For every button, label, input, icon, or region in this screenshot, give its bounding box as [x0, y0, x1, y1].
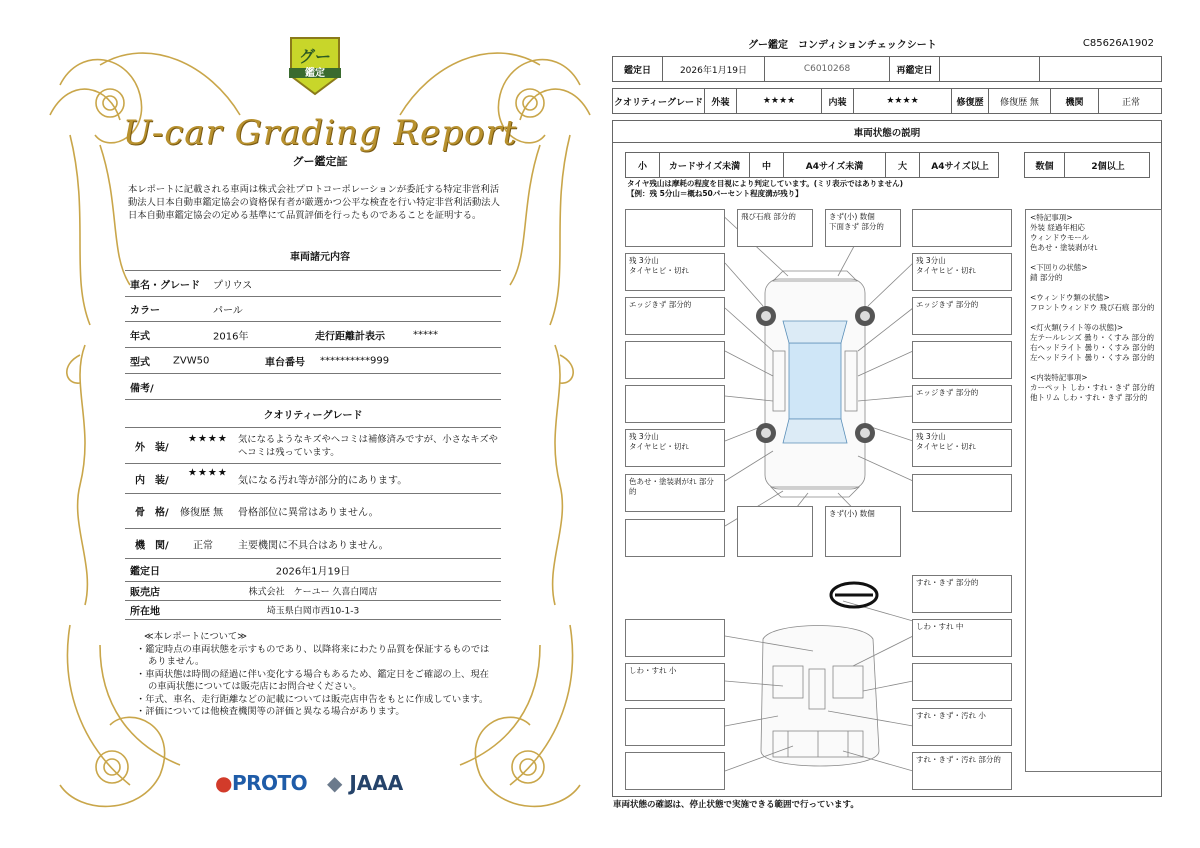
condition-box [625, 385, 725, 423]
special-notes-panel [1025, 209, 1162, 772]
notes-line: 色あせ・塗装剥がれ [1030, 243, 1098, 252]
dealer-value: 株式会社 ケーユー 久喜白岡店 [248, 587, 378, 598]
legend-medium: 中 [750, 153, 784, 177]
condition-box [625, 519, 725, 557]
int-stars: ★★★★ [854, 89, 952, 113]
legend-small: 小 [626, 153, 660, 177]
sheet-title: グー鑑定 コンディションチェックシート [748, 40, 937, 51]
blank-cell [1040, 57, 1163, 81]
quality-heading: クオリティーグレード [263, 410, 363, 421]
name-value: プリウス [213, 280, 253, 291]
tire-note-line: タイヤ残山は摩耗の程度を目視により判定しています。(ミリ表示ではありません) [627, 179, 904, 188]
date-value: 2026年1月19日 [663, 57, 765, 81]
note-item: ・鑑定時点の車両状態を示すものであり、以降将来にわたり品質を保証するものではありません。 [136, 643, 490, 667]
notes-heading: <特記事項> [1030, 213, 1073, 222]
model-value: ZVW50 [173, 355, 210, 366]
notes-heading: <内装特記事項> [1030, 373, 1088, 382]
color-label: カラー [130, 305, 160, 317]
quality-row-interior [125, 464, 501, 494]
mileage-value: ***** [413, 329, 438, 340]
condition-box [625, 708, 725, 746]
footer-logos [215, 769, 455, 799]
frame-value: 修復歴 無 [180, 507, 224, 519]
legend-large: 大 [886, 153, 920, 177]
info-row-date [125, 559, 501, 582]
notes-group-underbody [1030, 263, 1157, 283]
interior-text: 気になる汚れ等が部分的にあります。 [238, 475, 408, 486]
date-label: 鑑定日 [130, 566, 160, 578]
condition-box-fade-left: 色あせ・塗装剥がれ 部分的 [625, 474, 725, 512]
repair-value: 修復歴 無 [989, 89, 1051, 113]
certificate-statement: 本レポートに記載される車両は株式会社プロトコーポレーションが委託する特定非営利活動法人日本自動車鑑定協会の資格保有者が厳選かつ公平な検査を行い特定非営利活動法人日本自動車鑑定協会の定める基準にて品質評価を行ったものであることを証明する。 [128, 184, 500, 221]
frame-text: 骨格部位に異常はありません。 [238, 507, 379, 519]
dealer-label: 販売店 [130, 587, 160, 599]
info-row-dealer [125, 582, 501, 601]
spec-table [125, 270, 501, 620]
condition-box [625, 619, 725, 657]
condition-panel [612, 120, 1162, 797]
ext-label: 外装 [705, 89, 737, 113]
spec-row-remarks [125, 374, 501, 400]
condition-box [912, 341, 1012, 379]
condition-box-tire-rr: 残 3分山 タイヤヒビ・切れ [912, 429, 1012, 467]
inspection-date-row [612, 56, 1162, 82]
notes-heading: ≪本レポートについて≫ [144, 631, 247, 642]
repair-label: 修復歴 [952, 89, 989, 113]
notes-line: フロントウィンドウ 飛び石痕 部分的 [1030, 303, 1155, 312]
notes-group-windows [1030, 293, 1157, 313]
note-item: ・評価については他検査機関等の評価と異なる場合があります。 [136, 706, 405, 717]
engine-text: 主要機関に不具合はありません。 [238, 540, 389, 551]
condition-box-tire-rl: 残 3分山 タイヤヒビ・切れ [625, 429, 725, 467]
grade-label: クオリティーグレード [613, 89, 705, 113]
note-item: ・年式、車名、走行距離などの記載については販売店申告をもとに作成しています。 [136, 693, 489, 705]
quality-row-engine [125, 529, 501, 559]
condition-box-tire-fr: 残 3分山 タイヤヒビ・切れ [912, 253, 1012, 291]
quality-grade-row [612, 88, 1162, 114]
engine-value: 正常 [193, 540, 213, 551]
condition-box [912, 663, 1012, 701]
reinspect-label: 再鑑定日 [890, 57, 940, 81]
condition-box-steering: すれ・きず 部分的 [912, 575, 1012, 613]
svg-text:グー: グー [298, 47, 332, 66]
condition-box [625, 341, 725, 379]
condition-box-seat-left: しわ・すれ 小 [625, 663, 725, 701]
notes-heading: <灯火類(ライト等の状態)> [1030, 323, 1124, 332]
notes-line: 左ヘッドライト 曇り・くすみ 部分的 [1030, 353, 1155, 362]
condition-box-edge-right: エッジきず 部分的 [912, 297, 1012, 335]
condition-box [625, 752, 725, 790]
remarks-label: 備考/ [130, 383, 154, 394]
frame-label: 骨 格/ [135, 507, 169, 519]
quality-row-exterior [125, 428, 501, 464]
condition-box-seat-right: しわ・すれ 中 [912, 619, 1012, 657]
notes-line: 錆 部分的 [1030, 273, 1063, 282]
report-title: U-car Grading Report [122, 113, 518, 153]
engine-label: 機関 [1051, 89, 1099, 113]
proto-logo: ●PROTO [215, 771, 308, 795]
quality-heading-row [125, 400, 501, 428]
notes-line: ウィンドウモール [1030, 233, 1090, 242]
year-value: 2016年 [213, 331, 249, 342]
goo-badge-logo [287, 32, 343, 98]
condition-box-edge-right-2: エッジきず 部分的 [912, 385, 1012, 423]
count-legend [1024, 152, 1150, 178]
notes-line: 外装 経過年相応 [1030, 223, 1085, 232]
note-item: ・車両状態は時間の経過に伴い変化する場合もあるため、鑑定日をご確認の上、現在の車両状態については販売店にお問合せください。 [136, 668, 489, 692]
date-label: 鑑定日 [613, 57, 663, 81]
legend-medium-desc: A4サイズ未満 [784, 153, 886, 177]
notes-group-special [1030, 213, 1157, 253]
grading-certificate [40, 25, 600, 825]
legend-small-desc: カードサイズ未満 [660, 153, 750, 177]
engine-label: 機 関/ [135, 540, 169, 551]
notes-heading: <下回りの状態> [1030, 263, 1088, 272]
color-value: パール [213, 305, 243, 317]
steering-wheel-icon [831, 583, 877, 607]
spec-row-year [125, 322, 501, 348]
condition-box-edge-left: エッジきず 部分的 [625, 297, 725, 335]
spec-row-name [125, 271, 501, 297]
condition-heading: 車両状態の説明 [613, 121, 1161, 143]
mileage-label: 走行距離計表示 [315, 331, 385, 342]
address-value: 埼玉県白岡市西10-1-3 [266, 606, 360, 617]
footer-note: 車両状態の確認は、停止状態で実施できる範囲で行っています。 [613, 800, 859, 810]
condition-box-front-right: きず(小) 数個 下面きず 部分的 [825, 209, 901, 247]
condition-box-rear-right-2: すれ・きず・汚れ 部分的 [912, 752, 1012, 790]
condition-box-rear-right-1: すれ・きず・汚れ 小 [912, 708, 1012, 746]
tire-note-line: 【例：残 5分山＝概ね50パーセント程度溝が残り】 [627, 188, 803, 198]
certificate-heading: グー鑑定証 [292, 155, 348, 168]
ext-stars: ★★★★ [737, 89, 822, 113]
notes-heading: <ウィンドウ類の状態> [1030, 293, 1110, 302]
exterior-stars: ★★★★ [188, 433, 228, 444]
int-label: 内装 [822, 89, 854, 113]
condition-box-rear: きず(小) 数個 [825, 506, 901, 557]
svg-text:鑑定: 鑑定 [305, 68, 325, 79]
engine-value: 正常 [1121, 97, 1140, 108]
model-label: 型式 [130, 357, 150, 368]
condition-box-tire-fl: 残 3分山 タイヤヒビ・切れ [625, 253, 725, 291]
info-row-address [125, 601, 501, 620]
legend-count: 数個 [1025, 153, 1065, 177]
year-label: 年式 [130, 331, 150, 342]
chassis-label: 車台番号 [265, 357, 305, 368]
address-label: 所在地 [130, 606, 160, 618]
inspection-id: C6010268 [765, 57, 890, 81]
condition-check-sheet [610, 30, 1166, 820]
name-label: 車名・グレード [130, 280, 200, 291]
proto-mark-icon: ● [215, 771, 232, 795]
interior-stars: ★★★★ [188, 467, 228, 479]
jaaa-logo: ◆ JAAA [327, 771, 404, 795]
exterior-text: 気になるようなキズやヘコミは補修済みですが、小さなキズやヘコミは残っています。 [238, 434, 498, 458]
legend-large-desc: A4サイズ以上 [931, 161, 989, 172]
jaaa-mark-icon: ◆ [327, 771, 343, 795]
condition-box-front-left: 飛び石痕 部分的 [737, 209, 813, 247]
spec-row-model [125, 348, 501, 374]
interior-label: 内 装/ [135, 475, 169, 486]
notes-line: 右ヘッドライト 曇り・くすみ 部分的 [1030, 343, 1155, 352]
notes-line: カーペット しわ・すれ・きず 部分的 [1030, 383, 1155, 392]
condition-box [912, 474, 1012, 512]
notes-line: 左テールレンズ 曇り・くすみ 部分的 [1030, 333, 1155, 342]
exterior-label: 外 装/ [135, 442, 169, 453]
spec-heading: 車両諸元内容 [290, 252, 350, 263]
spec-row-color [125, 297, 501, 322]
quality-row-frame [125, 494, 501, 529]
date-value: 2026年1月19日 [275, 566, 351, 578]
notes-group-lights [1030, 323, 1157, 363]
reinspect-value [940, 57, 1040, 81]
notes-group-interior [1030, 373, 1157, 403]
condition-box [912, 209, 1012, 247]
report-notes [136, 631, 496, 719]
notes-line: 他トリム しわ・すれ・きず 部分的 [1030, 393, 1148, 402]
chassis-value: **********999 [320, 355, 390, 366]
legend-count-desc: 2個以上 [1091, 161, 1125, 172]
condition-box [737, 506, 813, 557]
condition-box [625, 209, 725, 247]
document-code: C85626A1902 [1082, 38, 1154, 49]
